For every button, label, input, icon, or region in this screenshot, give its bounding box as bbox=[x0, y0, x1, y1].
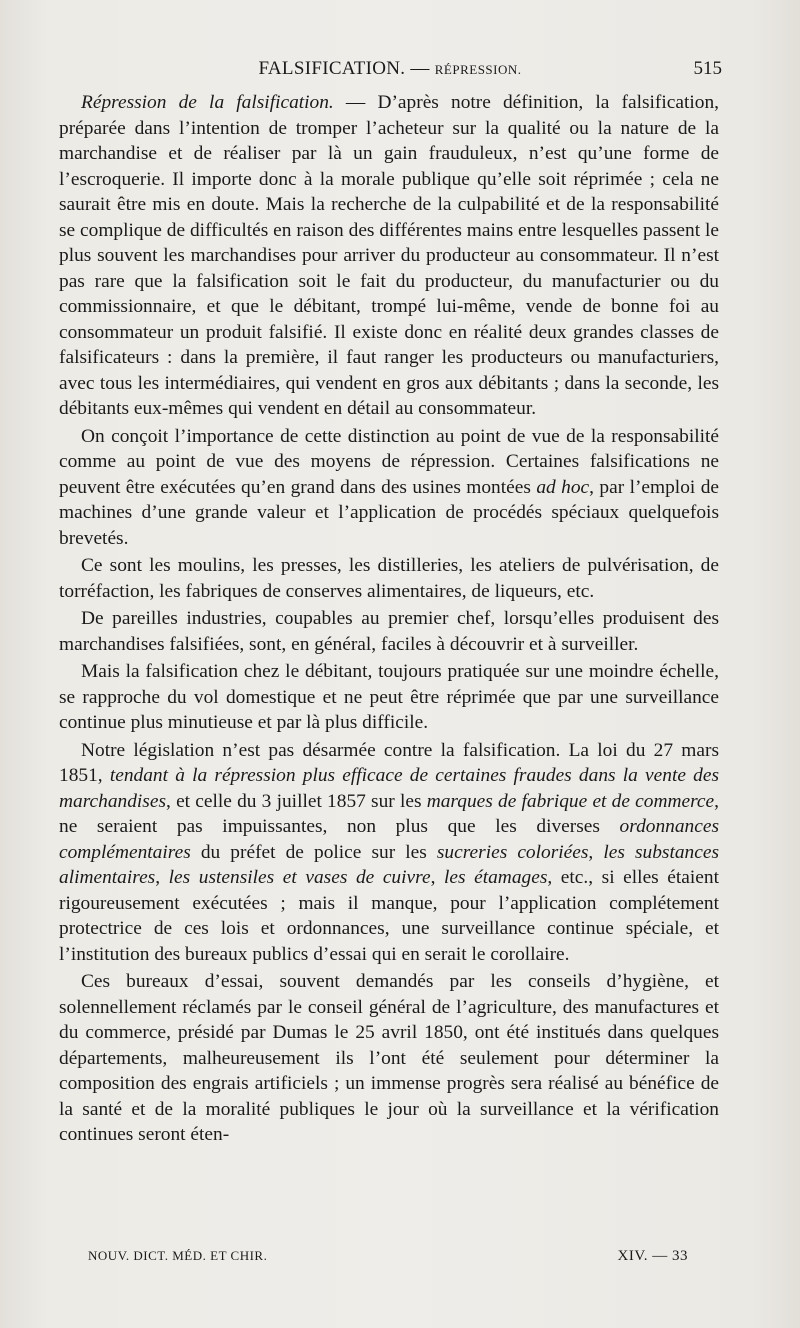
italic-text: les étamages bbox=[444, 867, 548, 888]
text-run: , ne seraient pas impuissantes, non plus que les diverses bbox=[59, 790, 719, 837]
paragraph bbox=[59, 90, 719, 422]
paragraph bbox=[59, 969, 719, 1148]
paragraph bbox=[59, 659, 719, 736]
page-footer bbox=[60, 1248, 720, 1270]
italic-text: marques de fabrique et de commerce bbox=[426, 790, 715, 812]
text-run: Ce sont les moulins, les presses, les distilleries, les ateliers de pulvérisation, de torréfaction, les fabriques de conserves alimentaires, de liqueurs, etc. bbox=[59, 555, 719, 602]
section-subtitle: RÉPRESSION. bbox=[434, 62, 522, 77]
text-run: De pareilles industries, coupables au premier chef, lorsqu’elles produisent des marchandises falsifiées, sont, en général, faciles à découvrir et à surveiller. bbox=[59, 608, 719, 655]
text-run: , bbox=[430, 867, 444, 888]
italic-text: ordonnances complémentaires bbox=[59, 816, 719, 863]
text-run: , et celle du 3 juillet 1857 sur les bbox=[166, 790, 427, 812]
italic-text: les substances alimentaires bbox=[59, 841, 719, 888]
running-head-title bbox=[60, 58, 720, 80]
paragraph bbox=[59, 553, 719, 604]
body-text bbox=[59, 90, 719, 1148]
text-run: Mais la falsification chez le débitant, toujours pratiquée sur une moindre échelle, se rapproche du vol domestique et ne peut être réprimée que par une surveillance continue plus minutieuse et par là plus difficile. bbox=[59, 661, 719, 733]
italic-text: tendant à la répression plus efficace de certaines fraudes dans la vente des marchandises bbox=[59, 765, 719, 812]
section-heading: Répression de la falsification. bbox=[81, 92, 334, 113]
italic-text: ad hoc bbox=[536, 476, 590, 498]
text-run: , bbox=[588, 841, 604, 863]
text-run: du préfet de police sur les bbox=[190, 841, 437, 863]
paragraph bbox=[59, 424, 719, 552]
italic-text: les ustensiles et vases de cuivre bbox=[168, 867, 431, 888]
text-run: On conçoit l’importance de cette distinction au point de vue de la responsabilité comme au point de vue des moyens de répression. Certaines falsifications ne peuvent être exécutées qu’en grand dans des usines montées bbox=[59, 425, 719, 498]
text-run: — D’après notre définition, la falsification, préparée dans l’intention de tromper l’acheteur sur la qualité ou la nature de la marchandise et de réaliser par là un gain frauduleux, n’est qu’une forme de l’escroquerie. Il importe donc à la morale publique qu’elle soit réprimée ; cela ne saurait être mis en doute. Mais la recherche de la culpabilité et de la responsabilité se complique de difficultés en raison des différentes mains entre lesquelles passent le plus souvent les marchandises pour arriver du producteur au consommateur. Il n’est pas rare que la falsification soit le fait du producteur, du manufacturier ou du commissionnaire, et que le débitant, trompé lui-même, vende de bonne foi au consommateur un produit falsifié. Il existe donc en réalité deux grandes classes de falsificateurs : dans la première, il faut ranger les producteurs ou manufacturiers, avec tous les intermédiaires, qui vendent en gros aux débitants ; dans la seconde, les débitants eux-mêmes qui vendent en détail au consommateur. bbox=[59, 92, 719, 419]
page-number: 515 bbox=[693, 58, 722, 79]
text-run: Notre législation n’est pas désarmée contre la falsification. La loi du 27 mars 1851, bbox=[59, 739, 719, 786]
text-run: , bbox=[155, 867, 169, 888]
paragraph bbox=[59, 606, 719, 657]
footer-signature: NOUV. DICT. MÉD. ET CHIR. bbox=[88, 1248, 268, 1263]
footer-volume-sheet: XIV. — 33 bbox=[617, 1248, 688, 1264]
section-title: FALSIFICATION. bbox=[258, 58, 406, 79]
title-dash: — bbox=[405, 58, 435, 79]
text-run: Ces bureaux d’essai, souvent demandés par les conseils d’hygiène, et solennellement réclamés par le conseil général de l’agriculture, des manufactures et du commerce, présidé par Dumas le 25 avril 1850, ont été institués dans quelques départements, malheureusement ils l’ont été seulement pour déterminer la composition des engrais artificiels ; un immense progrès sera réalisé au bénéfice de la santé et de la moralité publiques le jour où la surveillance et la vérification continues seront éten- bbox=[59, 971, 719, 1145]
text-run: , par l’emploi de machines d’une grande valeur et l’application de procédés spéciaux quelquefois brevetés. bbox=[59, 476, 719, 549]
paragraph bbox=[59, 738, 719, 968]
italic-text: sucreries coloriées bbox=[436, 841, 589, 863]
running-head bbox=[60, 58, 720, 84]
text-run: , etc., si elles étaient rigoureusement exécutées ; mais il manque, pour l’application complétement protectrice de ces lois et ordonnances, une surveillance continue spéciale, et l’institution des bureaux publics d’essai qui en serait le corollaire. bbox=[59, 867, 719, 965]
